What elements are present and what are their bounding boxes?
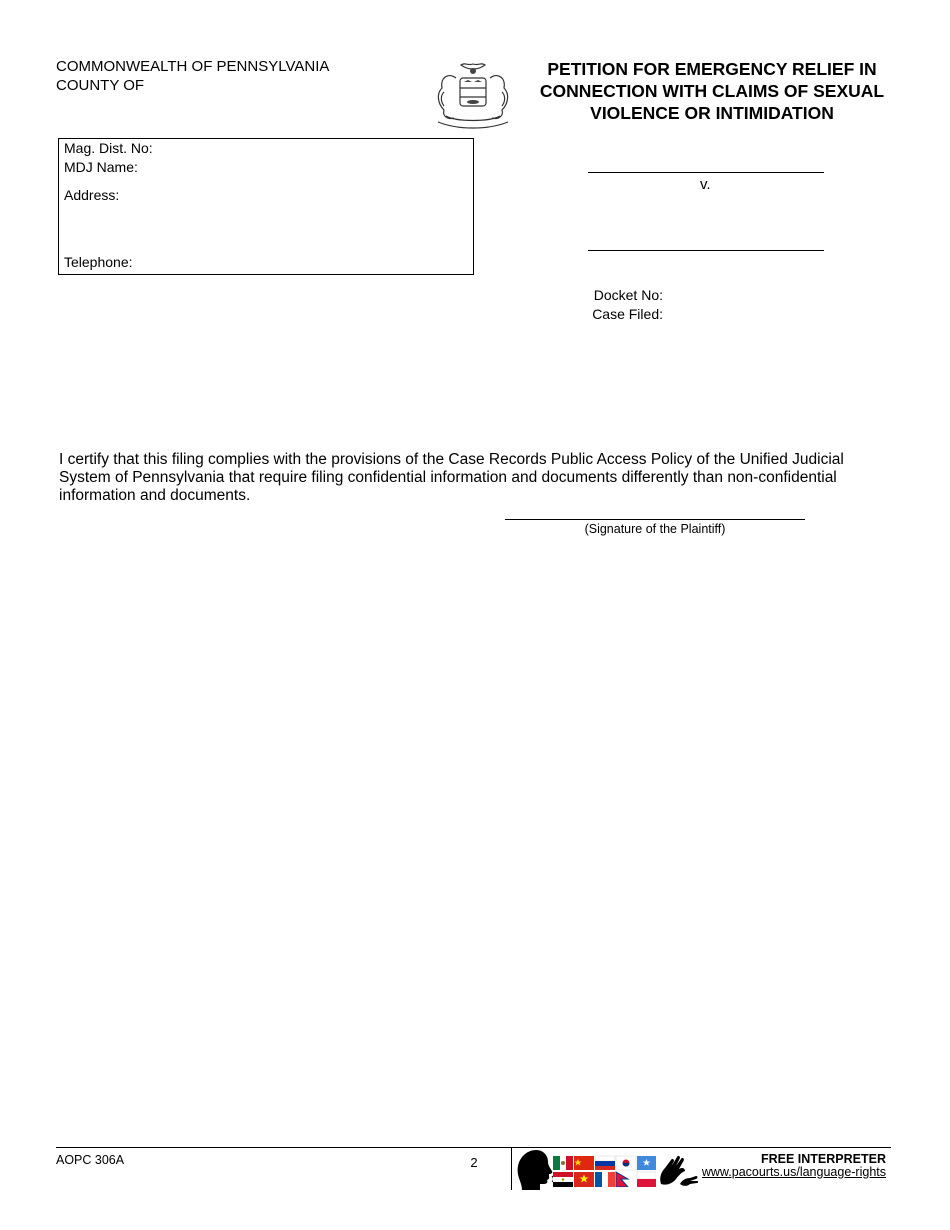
pennsylvania-seal-icon	[428, 58, 518, 130]
telephone-label: Telephone:	[64, 254, 133, 270]
docket-number-label: Docket No:	[593, 287, 663, 303]
commonwealth-label: COMMONWEALTH OF PENNSYLVANIA	[56, 58, 330, 75]
interpreter-title: FREE INTERPRETER	[760, 1152, 886, 1166]
address-label: Address:	[64, 187, 120, 203]
versus-label: v.	[700, 176, 711, 193]
docket-block	[568, 286, 663, 324]
court-header	[56, 57, 329, 95]
plaintiff-name-line[interactable]	[588, 172, 824, 173]
language-flags-icon	[553, 1155, 656, 1187]
case-filed-label: Case Filed:	[592, 306, 663, 322]
interpreter-notice	[700, 1153, 886, 1179]
plaintiff-signature-line[interactable]	[505, 519, 805, 520]
interpreter-divider	[511, 1148, 512, 1190]
page-number: 2	[470, 1155, 478, 1170]
document-title: PETITION FOR EMERGENCY RELIEF IN CONNECTION WITH CLAIMS OF SEXUAL VIOLENCE OR INTIMIDATION	[539, 59, 885, 123]
sign-language-icon	[658, 1154, 698, 1188]
mag-dist-label: Mag. Dist. No:	[64, 140, 153, 156]
footer-divider	[56, 1147, 891, 1148]
certification-text: I certify that this filing complies with the provisions of the Case Records Public Access Policy of the Unified Judicial System of Pennsylvania that require filing confidential information and documents differently than non-confidential information and documents.	[59, 451, 844, 504]
defendant-name-line[interactable]	[588, 250, 824, 251]
signature-label: (Signature of the Plaintiff)	[584, 522, 726, 536]
county-label: COUNTY OF	[56, 77, 145, 94]
mdj-name-label: MDJ Name:	[64, 159, 138, 175]
language-rights-link[interactable]: www.pacourts.us/language-rights	[701, 1165, 886, 1179]
form-number: AOPC 306A	[56, 1153, 125, 1167]
court-info-box	[58, 138, 474, 275]
